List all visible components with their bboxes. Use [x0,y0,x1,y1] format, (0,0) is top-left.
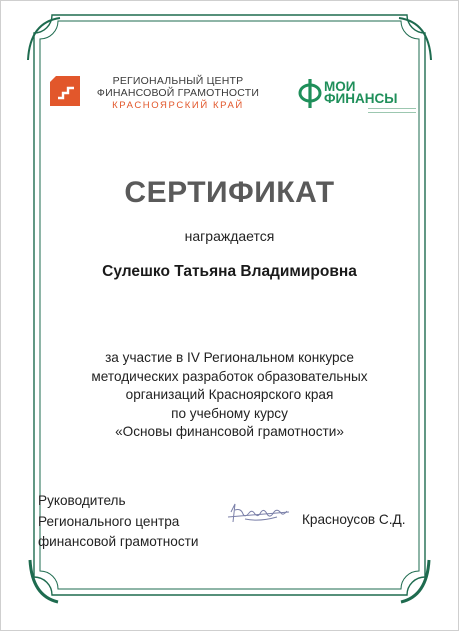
logo-left-line2: ФИНАНСОВОЙ ГРАМОТНОСТИ [96,87,260,99]
handwritten-signature [225,500,295,528]
signatory-role-line: финансовой грамотности [38,534,199,549]
reason-line: за участие в IV Региональном конкурсе [105,350,354,365]
phi-icon [297,76,323,110]
moi-finansy-logo [297,76,417,116]
reason-line: методических разработок образовательных [91,368,368,384]
reason-line: «Основы финансовой грамотности» [115,424,344,439]
signatory-role [38,491,198,553]
logo-right-line1: МОИ [324,79,356,94]
reason-line: по учебному курсу [171,405,288,421]
signatory-role-line: Руководитель [38,493,126,508]
reason-line: организаций Красноярского края [125,387,334,402]
certificate-subtitle: награждается [184,228,275,244]
logo-right-fineprint [368,108,416,113]
regional-center-logo [50,74,265,118]
recipient-name: Сулешко Татьяна Владимировна [102,263,357,280]
logo-left-line3: КРАСНОЯРСКИЙ КРАЙ [112,100,244,111]
signatory-role-line: Регионального центра [38,513,180,529]
award-reason [60,349,399,442]
regional-center-logo-icon [50,76,80,106]
signatory-name: Красноусов С.Д. [302,512,406,527]
logo-left-line1: РЕГИОНАЛЬНЫЙ ЦЕНТР [112,75,244,87]
logo-right-line2: ФИНАНСЫ [324,91,398,106]
certificate-title: СЕРТИФИКАТ [124,176,335,209]
